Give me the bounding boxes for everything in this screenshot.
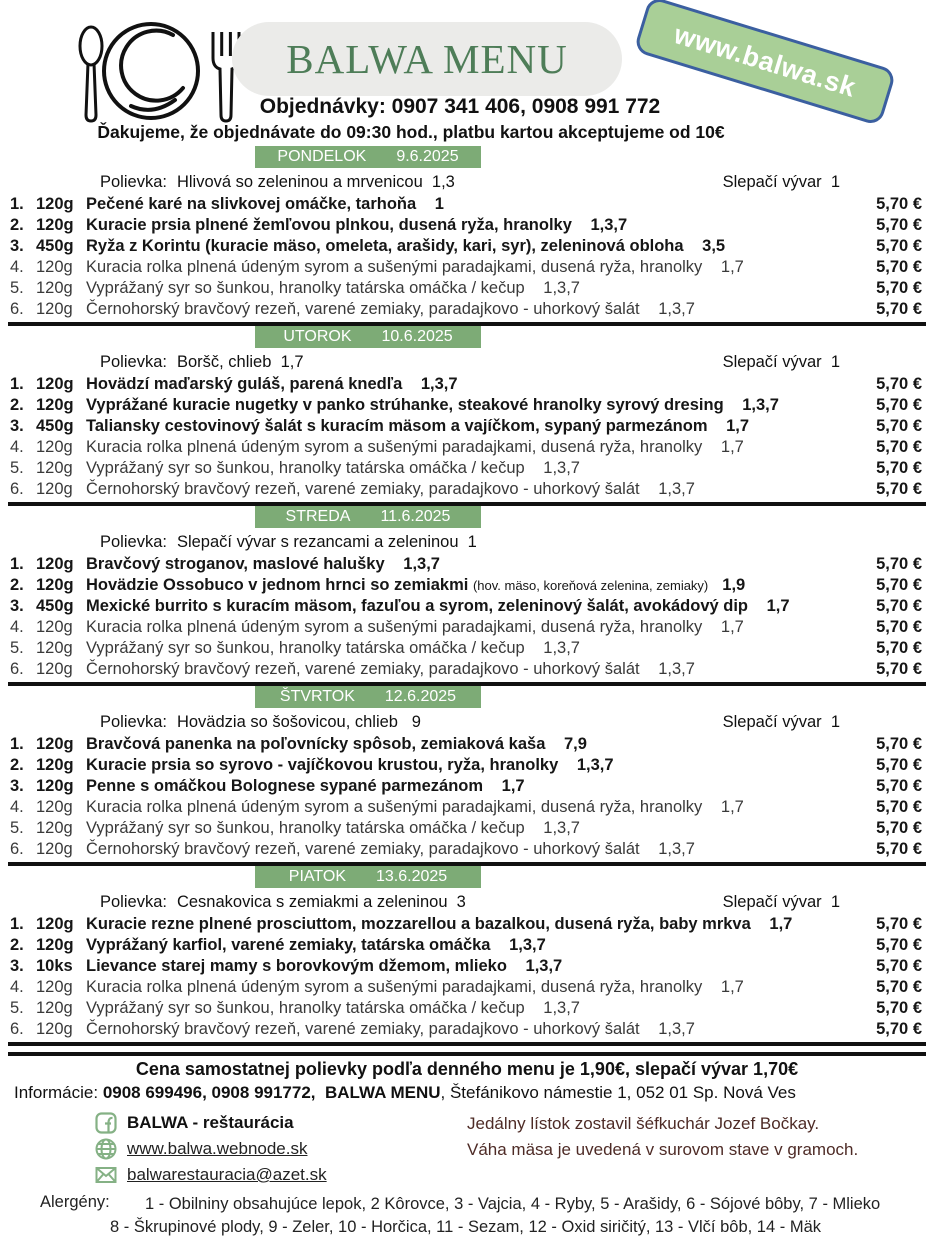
menu-item-row <box>0 998 934 1019</box>
item-desc: Vyprážané kuracie nugetky v panko strúhanke, steakové hranolky syrový dresing <box>86 396 724 414</box>
item-desc: Vyprážaný syr so šunkou, hranolky tatárska omáčka / kečup <box>86 999 525 1017</box>
globe-icon <box>95 1138 117 1160</box>
item-weight: 120g <box>36 300 73 318</box>
info-name: BALWA MENU <box>324 1083 441 1102</box>
item-price: 5,70 € <box>876 396 922 414</box>
soup-line <box>0 170 934 194</box>
menu-item-row <box>0 977 934 998</box>
item-weight: 120g <box>36 279 73 297</box>
item-price: 5,70 € <box>876 438 922 456</box>
item-number: 1. <box>10 195 24 213</box>
item-allergens: 1,3,7 <box>658 840 695 858</box>
item-allergens: 1,3,7 <box>590 216 628 234</box>
item-price: 5,70 € <box>876 237 922 255</box>
soup-line <box>0 890 934 914</box>
item-desc: Černohorský bravčový rezeň, varené zemiaky, paradajkovo - uhorkový šalát <box>86 300 640 318</box>
envelope-icon <box>95 1164 117 1186</box>
allergens-block <box>40 1193 934 1239</box>
soup-name: Slepačí vývar s rezancami a zeleninou 1 <box>176 532 477 551</box>
item-desc: Vyprážaný syr so šunkou, hranolky tatárska omáčka / kečup <box>86 819 525 837</box>
item-weight: 120g <box>36 459 73 477</box>
menu-item-row <box>0 215 934 236</box>
menu-item-row <box>0 956 934 977</box>
item-allergens: 1,3,7 <box>543 279 580 297</box>
item-number: 6. <box>10 660 24 678</box>
day-banner <box>255 506 481 528</box>
item-number: 3. <box>10 777 24 795</box>
item-price: 5,70 € <box>876 576 922 594</box>
item-desc: Černohorský bravčový rezeň, varené zemiaky, paradajkovo - uhorkový šalát <box>86 1020 640 1038</box>
soup-right: Slepačí vývar 1 <box>722 172 840 191</box>
menu-item-row <box>0 596 934 617</box>
item-desc: Kuracia rolka plnená údeným syrom a sušenými paradajkami, dusená ryža, hranolky <box>86 438 703 456</box>
item-allergens: 1,7 <box>720 618 744 636</box>
soup-price-note: Cena samostatnej polievky podľa denného menu je 1,90€, slepačí vývar 1,70€ <box>135 1059 799 1079</box>
menu-item-row <box>0 1019 934 1040</box>
item-number: 5. <box>10 459 24 477</box>
item-desc: Ryža z Korintu (kuracie mäso, omeleta, arašidy, kari, syr), zeleninová obloha <box>86 237 684 255</box>
footer-separator <box>8 1052 926 1056</box>
menu-item-row <box>0 797 934 818</box>
menu-item-row <box>0 839 934 860</box>
item-weight: 120g <box>36 936 74 954</box>
item-price: 5,70 € <box>876 915 922 933</box>
item-allergens: 1,7 <box>769 915 793 933</box>
menu-item-row <box>0 914 934 935</box>
item-number: 1. <box>10 915 24 933</box>
day-banner <box>255 686 481 708</box>
item-weight: 120g <box>36 396 74 414</box>
item-weight: 120g <box>36 999 73 1017</box>
item-desc: Vyprážaný syr so šunkou, hranolky tatárska omáčka / kečup <box>86 279 525 297</box>
item-desc: Hovädzí maďarský guláš, parená knedľa <box>86 375 403 393</box>
day-name: PONDELOK <box>277 148 367 165</box>
allergens-label: Alergény: <box>40 1193 110 1211</box>
item-number: 1. <box>10 555 24 573</box>
item-desc: Pečené karé na slivkovej omáčke, tarhoňa <box>86 195 417 213</box>
item-number: 4. <box>10 618 24 636</box>
item-weight: 120g <box>36 195 74 213</box>
website-badge-label: www.balwa.sk <box>670 18 860 103</box>
item-allergens: 1,7 <box>501 777 525 795</box>
item-price: 5,70 € <box>876 756 922 774</box>
item-allergens: 1,3,7 <box>420 375 458 393</box>
soup-label: Polievka: <box>100 892 167 911</box>
item-number: 5. <box>10 639 24 657</box>
item-allergens: 1,3,7 <box>576 756 614 774</box>
day-name: PIATOK <box>288 868 346 885</box>
allergens-line-2: 8 - Škrupinové plody, 9 - Zeler, 10 - Horčica, 11 - Sezam, 12 - Oxid siričitý, 13 - Vlčí bôb, 14 - Mäk <box>110 1218 821 1236</box>
item-allergens: 1,3,7 <box>658 660 695 678</box>
day-banner <box>255 326 481 348</box>
chef-note: Jedálny lístok zostavil šéfkuchár Jozef Bočkay. <box>467 1114 820 1133</box>
menu-item-row <box>0 575 934 596</box>
item-desc: Černohorský bravčový rezeň, varené zemiaky, paradajkovo - uhorkový šalát <box>86 480 640 498</box>
menu-item-row <box>0 299 934 320</box>
soup-name: Boršč, chlieb 1,7 <box>176 352 304 371</box>
item-weight: 450g <box>36 597 74 615</box>
menu-item-row <box>0 395 934 416</box>
item-price: 5,70 € <box>876 735 922 753</box>
item-number: 2. <box>10 936 24 954</box>
menu-item-row <box>0 416 934 437</box>
item-weight: 120g <box>36 777 74 795</box>
days <box>0 146 934 1046</box>
item-desc: Bravčová panenka na poľovnícky spôsob, zemiaková kaša <box>86 735 546 753</box>
item-weight: 120g <box>36 555 74 573</box>
item-weight: 120g <box>36 375 74 393</box>
facebook-icon <box>95 1112 117 1134</box>
item-allergens: 3,5 <box>702 237 726 255</box>
item-price: 5,70 € <box>876 597 922 615</box>
item-price: 5,70 € <box>876 798 922 816</box>
item-weight: 120g <box>36 216 74 234</box>
day-name: ŠTVRTOK <box>279 688 355 705</box>
item-desc: Vyprážaný syr so šunkou, hranolky tatárska omáčka / kečup <box>86 639 525 657</box>
item-price: 5,70 € <box>876 216 922 234</box>
item-allergens: 1,3,7 <box>658 300 695 318</box>
day-banner <box>255 866 481 888</box>
menu-item-row <box>0 935 934 956</box>
soup-label: Polievka: <box>100 172 167 191</box>
item-number: 6. <box>10 300 24 318</box>
facebook-row[interactable] <box>95 1110 467 1136</box>
item-desc: Lievance starej mamy s borovkovým džemom, mlieko <box>86 957 507 975</box>
item-weight: 120g <box>36 978 73 996</box>
item-desc: Penne s omáčkou Bolognese sypané parmezánom <box>86 777 484 795</box>
item-price: 5,70 € <box>876 195 922 213</box>
menu-item-row <box>0 554 934 575</box>
item-price: 5,70 € <box>876 375 922 393</box>
item-desc: Kuracia rolka plnená údeným syrom a sušenými paradajkami, dusená ryža, hranolky <box>86 978 703 996</box>
info-label: Informácie: <box>14 1083 103 1102</box>
item-number: 6. <box>10 480 24 498</box>
item-number: 2. <box>10 576 24 594</box>
item-price: 5,70 € <box>876 279 922 297</box>
item-desc: Černohorský bravčový rezeň, varené zemiaky, paradajkovo - uhorkový šalát <box>86 660 640 678</box>
info-phones: 0908 699496, 0908 991772, <box>102 1083 316 1102</box>
day-name: UTOROK <box>283 328 352 345</box>
menu-item-row <box>0 617 934 638</box>
item-number: 3. <box>10 957 24 975</box>
item-number: 4. <box>10 798 24 816</box>
email-link[interactable]: balwarestauracia@azet.sk <box>127 1165 327 1184</box>
item-desc: Kuracia rolka plnená údeným syrom a sušenými paradajkami, dusená ryža, hranolky <box>86 618 703 636</box>
day-section <box>0 686 934 866</box>
item-weight: 120g <box>36 840 73 858</box>
item-desc: Kuracia rolka plnená údeným syrom a sušenými paradajkami, dusená ryža, hranolky <box>86 798 703 816</box>
menu-item-row <box>0 437 934 458</box>
item-number: 3. <box>10 237 24 255</box>
item-allergens: 1,7 <box>720 978 744 996</box>
soup-line <box>0 710 934 734</box>
day-date: 11.6.2025 <box>380 508 451 525</box>
menu-item-row <box>0 458 934 479</box>
day-banner <box>255 146 481 168</box>
menu-item-row <box>0 818 934 839</box>
item-price: 5,70 € <box>876 417 922 435</box>
day-section <box>0 326 934 506</box>
day-date: 10.6.2025 <box>381 328 453 345</box>
item-number: 3. <box>10 417 24 435</box>
item-allergens: 1,3,7 <box>658 1020 695 1038</box>
day-name: STREDA <box>285 508 351 525</box>
item-price: 5,70 € <box>876 936 922 954</box>
soup-right: Slepačí vývar 1 <box>722 712 840 731</box>
item-allergens: 1,3,7 <box>543 639 580 657</box>
soup-right: Slepačí vývar 1 <box>722 892 840 911</box>
orders-line: Objednávky: 0907 341 406, 0908 991 772 <box>259 95 661 118</box>
item-desc: Bravčový stroganov, maslové halušky <box>86 555 385 573</box>
page-title: BALWA MENU <box>286 36 568 82</box>
item-weight: 120g <box>36 639 73 657</box>
menu-item-row <box>0 776 934 797</box>
section-separator <box>8 1042 926 1046</box>
item-allergens: 1,7 <box>720 438 744 456</box>
email-row[interactable] <box>95 1162 467 1188</box>
item-number: 4. <box>10 978 24 996</box>
item-weight: 120g <box>36 798 73 816</box>
item-weight: 120g <box>36 756 74 774</box>
soup-label: Polievka: <box>100 532 167 551</box>
item-allergens: 1,3,7 <box>403 555 440 573</box>
item-number: 3. <box>10 597 24 615</box>
item-allergens: 1,7 <box>726 417 750 435</box>
day-items <box>0 554 934 680</box>
menu-item-row <box>0 734 934 755</box>
item-number: 2. <box>10 216 24 234</box>
footer <box>0 1052 934 1239</box>
item-weight: 10ks <box>36 957 73 975</box>
item-price: 5,70 € <box>876 459 922 477</box>
item-allergens: 7,9 <box>563 735 587 753</box>
item-price: 5,70 € <box>876 840 922 858</box>
day-items <box>0 194 934 320</box>
menu-item-row <box>0 479 934 500</box>
item-desc: Černohorský bravčový rezeň, varené zemiaky, paradajkovo - uhorkový šalát <box>86 840 640 858</box>
item-desc: Kuracie rezne plnené prosciuttom, mozzarellou a bazalkou, dusená ryža, baby mrkva <box>86 915 751 933</box>
item-desc: Taliansky cestovinový šalát s kuracím mäsom a vajíčkom, sypaný parmezánom <box>86 417 708 435</box>
day-items <box>0 374 934 500</box>
item-price: 5,70 € <box>876 819 922 837</box>
item-desc: Kuracia rolka plnená údeným syrom a sušenými paradajkami, dusená ryža, hranolky <box>86 258 703 276</box>
soup-name: Cesnakovica s zemiakmi a zeleninou 3 <box>176 892 466 911</box>
item-allergens: 1,3,7 <box>658 480 695 498</box>
item-note: (hov. mäso, koreňová zelenina, zemiaky) <box>472 578 709 593</box>
item-price: 5,70 € <box>876 555 922 573</box>
item-price: 5,70 € <box>876 618 922 636</box>
item-price: 5,70 € <box>876 777 922 795</box>
menu-item-row <box>0 236 934 257</box>
thanks-line: Ďakujeme, že objednávate do 09:30 hod., platbu kartou akceptujeme od 10€ <box>97 122 725 142</box>
item-number: 1. <box>10 735 24 753</box>
day-date: 12.6.2025 <box>384 688 457 705</box>
menu-item-row <box>0 374 934 395</box>
item-allergens: 1,7 <box>720 798 744 816</box>
item-weight: 120g <box>36 735 74 753</box>
day-section <box>0 866 934 1046</box>
facebook-label: BALWA - reštaurácia <box>127 1113 294 1132</box>
soup-label: Polievka: <box>100 352 167 371</box>
soup-label: Polievka: <box>100 712 167 731</box>
item-weight: 120g <box>36 438 73 456</box>
item-allergens: 1,3,7 <box>509 936 546 954</box>
item-allergens: 1 <box>434 195 444 213</box>
item-number: 6. <box>10 840 24 858</box>
item-weight: 120g <box>36 1020 73 1038</box>
menu-item-row <box>0 278 934 299</box>
item-desc: Kuracie prsia so syrovo - vajíčkovou krustou, ryža, hranolky <box>86 756 559 774</box>
item-number: 2. <box>10 396 24 414</box>
info-line <box>14 1083 934 1108</box>
day-section <box>0 506 934 686</box>
day-items <box>0 734 934 860</box>
item-desc: Vyprážaný syr so šunkou, hranolky tatárska omáčka / kečup <box>86 459 525 477</box>
website-link[interactable]: www.balwa.webnode.sk <box>127 1139 308 1158</box>
menu-item-row <box>0 659 934 680</box>
item-price: 5,70 € <box>876 258 922 276</box>
item-number: 6. <box>10 1020 24 1038</box>
item-price: 5,70 € <box>876 999 922 1017</box>
day-date: 9.6.2025 <box>396 148 459 165</box>
title-pill <box>232 22 622 96</box>
item-desc: Hovädzie Ossobuco v jednom hrnci so zemiakmi <box>86 576 469 594</box>
item-price: 5,70 € <box>876 660 922 678</box>
item-allergens: 1,7 <box>720 258 744 276</box>
plate-cutlery-logo-icon <box>73 16 245 134</box>
item-number: 5. <box>10 999 24 1017</box>
menu-item-row <box>0 257 934 278</box>
weight-note: Váha mäsa je uvedená v surovom stave v gramoch. <box>467 1140 859 1159</box>
menu-item-row <box>0 755 934 776</box>
day-date: 13.6.2025 <box>376 868 448 885</box>
item-price: 5,70 € <box>876 639 922 657</box>
website-row[interactable] <box>95 1136 467 1162</box>
item-price: 5,70 € <box>876 957 922 975</box>
item-price: 5,70 € <box>876 480 922 498</box>
soup-name: Hlivová so zeleninou a mrvenicou 1,3 <box>176 172 455 191</box>
day-section <box>0 146 934 326</box>
item-allergens: 1,7 <box>766 597 790 615</box>
item-allergens: 1,3,7 <box>742 396 779 414</box>
item-number: 4. <box>10 258 24 276</box>
item-weight: 120g <box>36 576 74 594</box>
item-allergens: 1,3,7 <box>543 459 580 477</box>
item-number: 5. <box>10 279 24 297</box>
item-desc: Mexické burrito s kuracím mäsom, fazuľou a syrom, zeleninový šalát, avokádový dip <box>86 597 749 615</box>
item-weight: 450g <box>36 417 74 435</box>
menu-item-row <box>0 194 934 215</box>
item-price: 5,70 € <box>876 1020 922 1038</box>
item-weight: 120g <box>36 660 73 678</box>
info-address: , Štefánikovo námestie 1, 052 01 Sp. Nová Ves <box>440 1083 796 1102</box>
item-weight: 120g <box>36 618 73 636</box>
soup-line <box>0 350 934 374</box>
item-allergens: 1,3,7 <box>543 819 580 837</box>
item-price: 5,70 € <box>876 978 922 996</box>
soup-right: Slepačí vývar 1 <box>722 352 840 371</box>
item-price: 5,70 € <box>876 300 922 318</box>
menu-item-row <box>0 638 934 659</box>
item-number: 5. <box>10 819 24 837</box>
item-desc: Kuracie prsia plnené žemľovou plnkou, dusená ryža, hranolky <box>86 216 572 234</box>
soup-name: Hovädzia so šošovicou, chlieb 9 <box>176 712 421 731</box>
item-weight: 120g <box>36 258 73 276</box>
contacts-block <box>0 1110 934 1188</box>
item-weight: 120g <box>36 480 73 498</box>
allergens-line-1: 1 - Obilniny obsahujúce lepok, 2 Kôrovce, 3 - Vajcia, 4 - Ryby, 5 - Arašidy, 6 - Sójové bôby, 7 - Mlieko <box>145 1195 881 1213</box>
header <box>0 0 934 146</box>
day-items <box>0 914 934 1040</box>
soup-line <box>0 530 934 554</box>
item-weight: 120g <box>36 819 73 837</box>
item-desc: Vyprážaný karfiol, varené zemiaky, tatárska omáčka <box>86 936 491 954</box>
item-allergens: 1,9 <box>722 576 746 594</box>
item-number: 2. <box>10 756 24 774</box>
item-weight: 450g <box>36 237 74 255</box>
item-number: 4. <box>10 438 24 456</box>
item-number: 1. <box>10 375 24 393</box>
item-allergens: 1,3,7 <box>525 957 563 975</box>
item-allergens: 1,3,7 <box>543 999 580 1017</box>
item-weight: 120g <box>36 915 74 933</box>
